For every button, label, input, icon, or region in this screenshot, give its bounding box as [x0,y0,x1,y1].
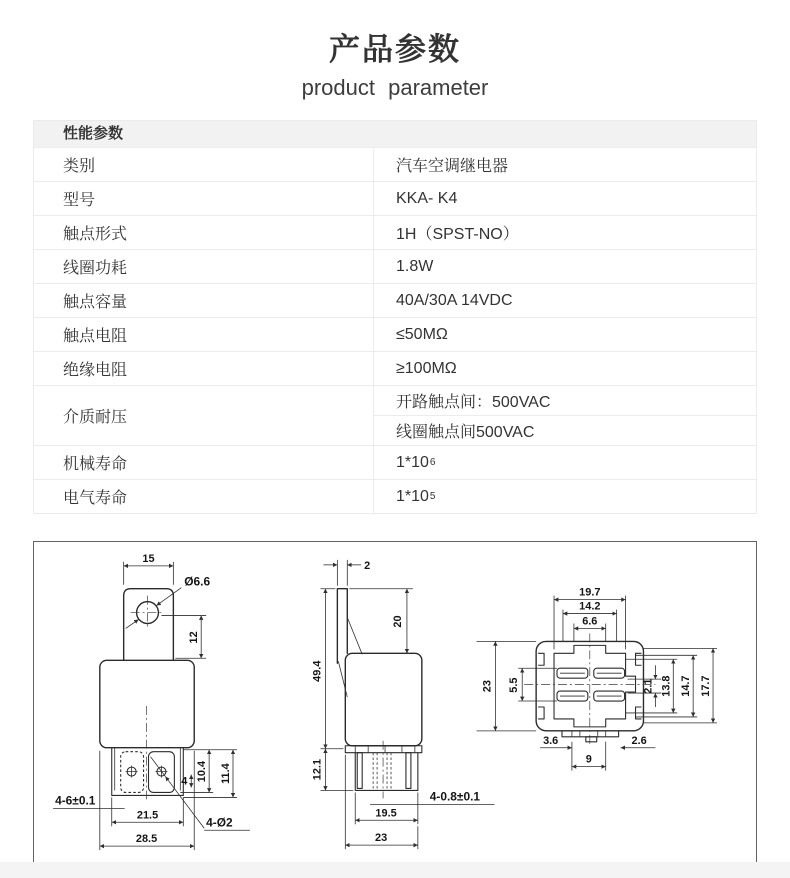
footer-strip [0,862,790,878]
row-label: 触点电阻 [34,318,374,351]
row-value-group [374,386,756,445]
table-row [34,215,756,249]
dim-bottom-offset-right: 2.6 [631,734,647,747]
dim-bottom-height-left: 23 [481,680,494,693]
page-subtitle: product parameter [301,75,489,100]
side-view-drawing [311,560,494,849]
table-row [34,317,756,351]
dim-front-span-outer: 28.5 [135,833,158,846]
dim-bottom-tab-width: 9 [585,753,592,766]
row-label: 触点容量 [34,284,374,317]
dim-side-socket-height: 12.1 [311,758,324,781]
table-header: 性能参数 [34,121,756,147]
dim-front-hole-dia: Ø6.6 [184,574,211,589]
table-row [34,283,756,317]
row-label: 类别 [34,148,374,181]
row-value-line: 开路触点间：500VAC [374,386,756,416]
row-value: 1*10 6 [396,453,436,471]
row-value: 汽车空调继电器 [396,158,509,175]
bottom-view-drawing [476,587,717,771]
dim-side-tab-height: 20 [391,615,404,628]
row-label: 型号 [34,182,374,215]
dim-bottom-width-mid: 14.2 [579,600,601,613]
dim-bottom-height-r3: 17.7 [700,675,713,697]
table-row [34,249,756,283]
dim-side-width-inner: 19.5 [375,807,397,820]
dim-bottom-width-inner: 6.6 [582,615,598,628]
row-value: 1H（SPST-NO） [396,226,519,243]
row-value-line: 线圈触点间500VAC [396,424,535,441]
spec-table [33,120,757,514]
value-base: 1*10 [396,453,429,471]
dim-side-width-outer: 23 [375,832,388,845]
dim-front-height-inner: 10.4 [196,760,209,783]
table-row [34,147,756,181]
table-row-dielectric [34,385,756,445]
technical-drawings [33,541,757,868]
dim-side-tab-thickness: 2 [364,559,371,572]
row-label: 线圈功耗 [34,250,374,283]
dim-front-tab-width: 15 [142,552,155,565]
dim-side-pin-note: 4-0.8±0.1 [429,789,481,804]
row-value: 1*10 5 [396,487,436,505]
row-label: 介质耐压 [34,386,374,445]
row-value: 40A/30A 14VDC [396,291,513,309]
dim-bottom-pin-rows: 5.5 [508,677,521,693]
table-row [34,479,756,513]
front-view-drawing [53,553,250,850]
row-label: 触点形式 [34,216,374,249]
dim-bottom-width-outer: 19.7 [579,586,601,599]
value-base: 1*10 [396,487,429,505]
dim-bottom-offset-left: 3.6 [543,734,559,747]
row-value: KKA- K4 [396,189,458,207]
row-value: 1.8W [396,257,434,275]
row-value: ≥100MΩ [396,359,457,377]
dim-front-holes-note: 4-Ø2 [206,815,233,830]
dim-front-span-inner: 21.5 [136,809,159,822]
dim-front-four: 4 [181,775,188,788]
relay-dimension-drawing [34,542,756,867]
page-title: 产品参数 [329,32,461,67]
dim-bottom-height-r2: 14.7 [680,675,693,697]
row-label: 绝缘电阻 [34,352,374,385]
row-label: 机械寿命 [34,446,374,479]
dim-bottom-pin-gap: 2.1 [642,678,655,694]
dim-side-total-height: 49.4 [311,660,324,682]
table-row [34,181,756,215]
dim-front-terminal-note: 4-6±0.1 [55,793,96,808]
dim-front-hole-offset: 12 [188,631,201,644]
table-row [34,445,756,479]
dim-front-height-outer: 11.4 [220,763,233,784]
row-label: 电气寿命 [34,480,374,513]
dim-bottom-height-r1: 13.8 [660,675,673,697]
table-row [34,351,756,385]
row-value: ≤50MΩ [396,325,448,343]
